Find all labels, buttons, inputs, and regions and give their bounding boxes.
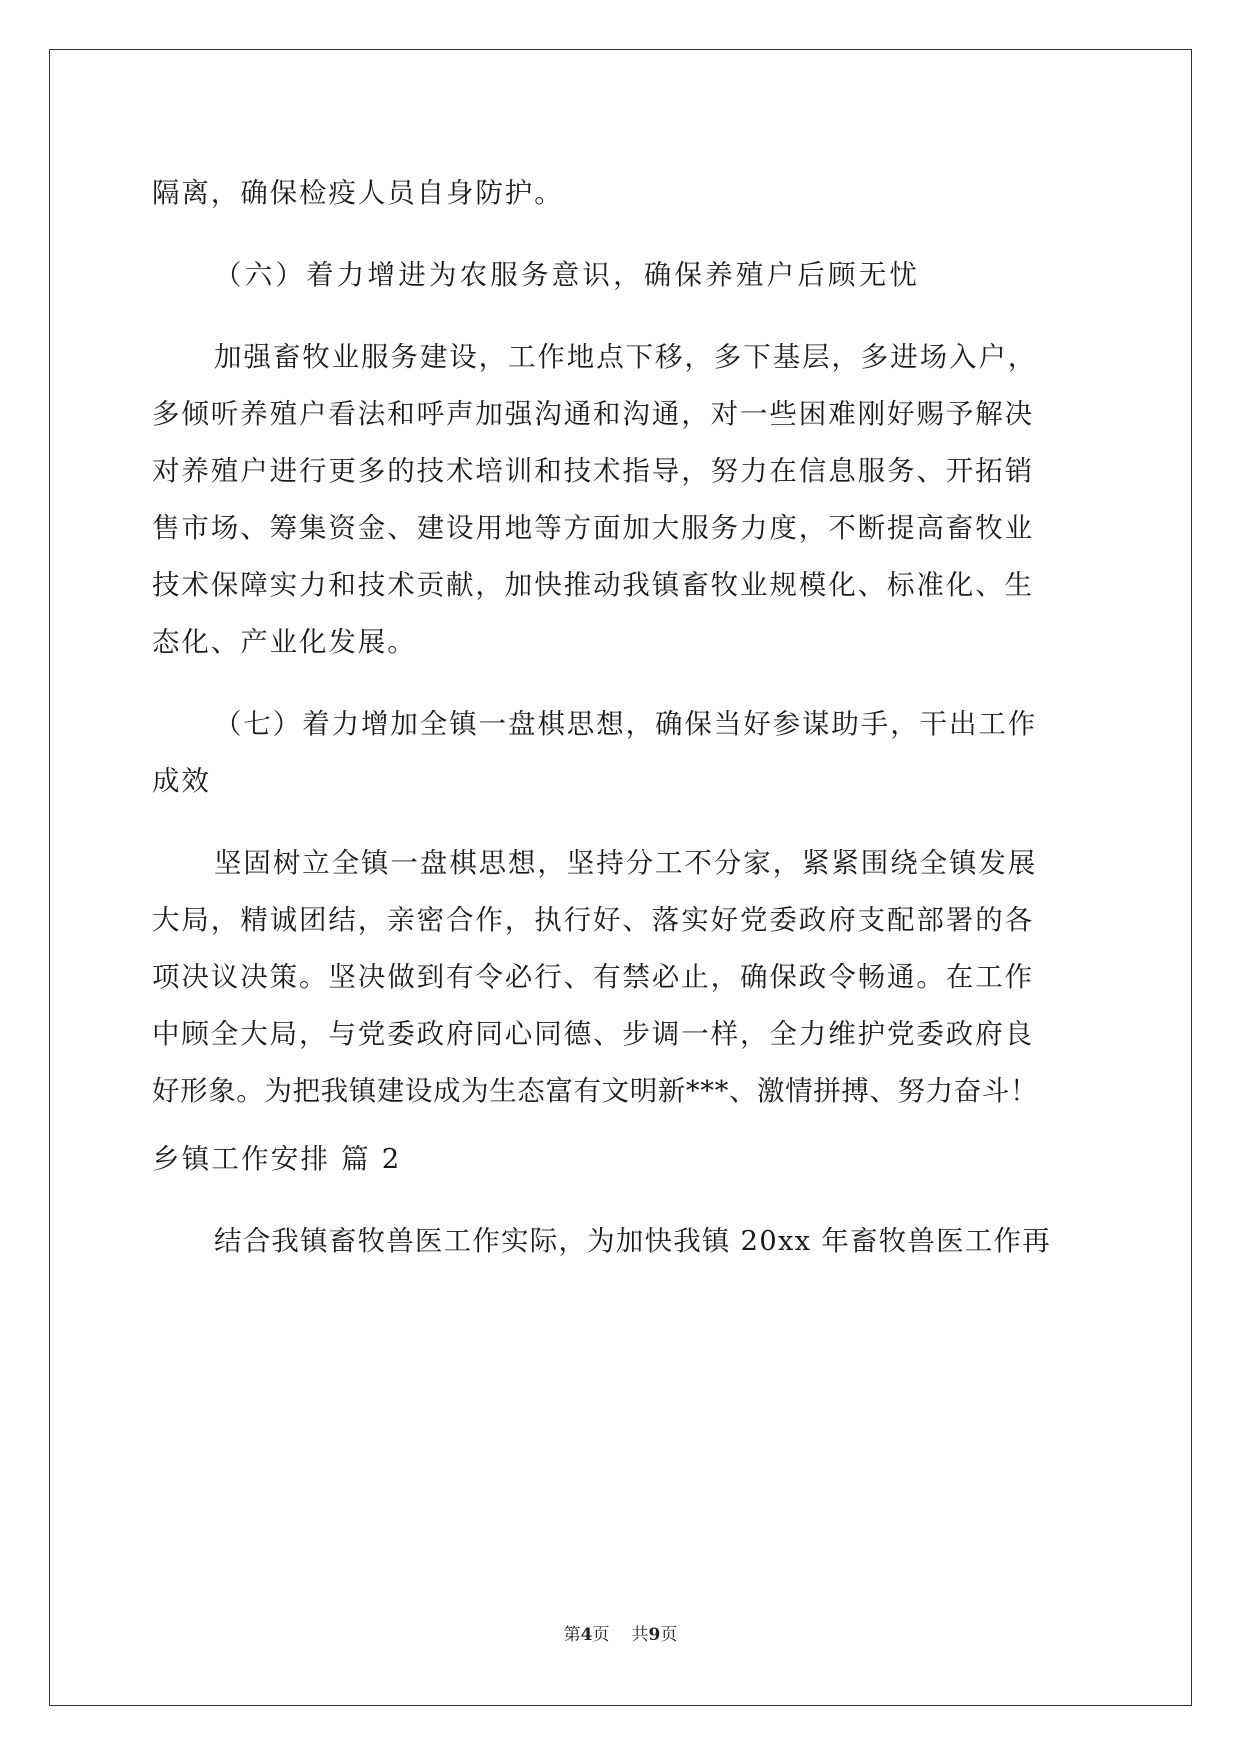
text-line: 对养殖户进行更多的技术培训和技术指导，努力在信息服务、开拓销: [152, 455, 1034, 487]
page-prefix: 第: [563, 1625, 581, 1645]
text-line: 坚固树立全镇一盘棋思想，坚持分工不分家，紧紧围绕全镇发展: [214, 847, 1038, 879]
part-heading: [152, 1131, 1092, 1188]
section-heading-seven: [152, 696, 1092, 810]
text-line: 售市场、筹集资金、建设用地等方面加大服务力度，不断提高畜牧业: [152, 512, 1034, 544]
paragraph-intro: [152, 1213, 1092, 1270]
text-line: 成效: [152, 765, 211, 797]
text-line: 加强畜牧业服务建设，工作地点下移，多下基层，多进场入户，: [214, 341, 1038, 373]
text-line: （七）着力增加全镇一盘棋思想，确保当好参谋助手，干出工作: [214, 708, 1038, 740]
text-line: 大局，精诚团结，亲密合作，执行好、落实好党委政府支配部署的各: [152, 904, 1034, 936]
text-line: 结合我镇畜牧兽医工作实际，为加快我镇 20xx 年畜牧兽医工作再: [214, 1225, 1051, 1257]
text-line: 技术保障实力和技术贡献，加快推动我镇畜牧业规模化、标准化、生: [152, 569, 1034, 601]
text-line: 多倾听养殖户看法和呼声加强沟通和沟通，对一些困难刚好赐予解决: [152, 398, 1034, 430]
page-suffix: 页: [592, 1625, 610, 1645]
document-body: [152, 165, 1092, 1295]
text-line: 乡镇工作安排 篇 2: [152, 1143, 402, 1175]
section-heading-six: [152, 247, 1092, 304]
page-number-footer: [0, 1620, 1241, 1645]
total-page-number: 9: [648, 1625, 661, 1645]
paragraph-service: [152, 329, 1092, 671]
text-line: 隔离，确保检疫人员自身防护。: [152, 177, 564, 209]
total-suffix: 页: [660, 1625, 678, 1645]
text-line: 项决议决策。坚决做到有令必行、有禁必止，确保政令畅通。在工作: [152, 961, 1034, 993]
paragraph-overall: [152, 835, 1092, 1120]
text-line: （六）着力增进为农服务意识，确保养殖户后顾无忧: [214, 259, 921, 291]
text-line: 好形象。为把我镇建设成为生态富有文明新***、激情拼搏、努力奋斗！: [152, 1075, 1039, 1107]
total-prefix: 共: [631, 1625, 649, 1645]
text-line: 态化、产业化发展。: [152, 626, 417, 658]
paragraph-continuation: [152, 165, 1092, 222]
text-line: 中顾全大局，与党委政府同心同德、步调一样，全力维护党委政府良: [152, 1018, 1034, 1050]
current-page-number: 4: [580, 1625, 593, 1645]
